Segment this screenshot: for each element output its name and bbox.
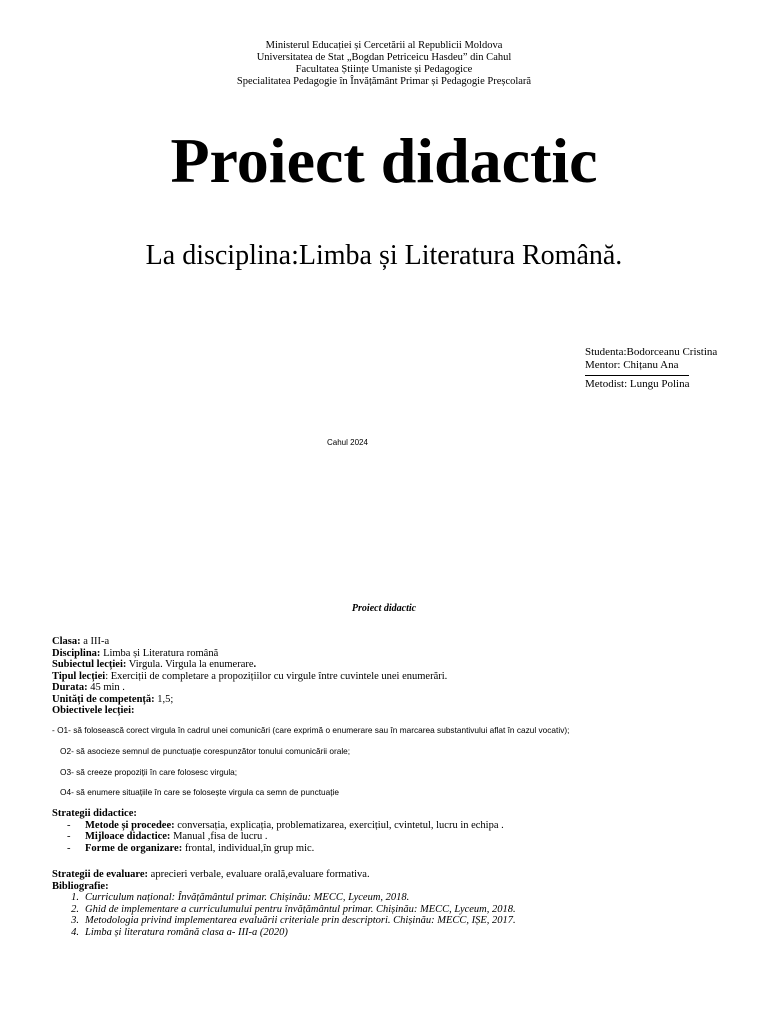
city-year: Cahul 2024 bbox=[327, 438, 368, 447]
strategy-item: - Metode și procedee: conversația, explicația, problematizarea, exercițiul, cvintetul, lucru in echipa . bbox=[67, 819, 504, 831]
bibliography-number: 3. bbox=[71, 915, 79, 926]
signature-line bbox=[585, 375, 689, 376]
bibliography-number: 1. bbox=[71, 892, 79, 903]
strategy-value: Manual ,fisa de lucru . bbox=[170, 831, 268, 842]
evaluare-value: aprecieri verbale, evaluare orală,evaluare formativa. bbox=[148, 869, 370, 880]
objective-2: O2- să asocieze semnul de punctuație corespunzător tonului comunicării orale; bbox=[60, 746, 351, 756]
project-details bbox=[52, 636, 752, 717]
bibliography-number: 4. bbox=[71, 926, 79, 938]
unitati-label: Unități de competență: bbox=[52, 693, 155, 705]
tipul-label: Tipul lecției bbox=[52, 670, 106, 682]
tipul-value: : Exerciții de completare a propozițiilor cu virgule între cuvintele unei enumerări. bbox=[105, 670, 448, 682]
header-specialty: Specialitatea Pedagogie în Învățământ Primar și Pedagogie Preșcolară bbox=[236, 76, 532, 87]
objective-3: O3- să creeze propoziții în care folosesc virgula; bbox=[60, 767, 238, 777]
tipul-row bbox=[52, 671, 752, 683]
subiect-value: Virgula. Virgula la enumerare bbox=[126, 659, 254, 670]
obiective-row bbox=[52, 705, 752, 717]
author-block bbox=[585, 346, 717, 391]
header-ministry: Ministerul Educației și Cercetării al Republicii Moldova bbox=[265, 40, 503, 51]
bibliography-text: Curriculum național: Învățământul primar. Chișinău: MECC, Lyceum, 2018. bbox=[85, 892, 410, 903]
header-university: Universitatea de Stat „Bogdan Petriceicu Hasdeu” din Cahul bbox=[256, 52, 512, 63]
strategies-block bbox=[52, 808, 752, 854]
institution-header bbox=[0, 40, 768, 88]
cover-subtitle: La disciplina:Limba și Literatura Română. bbox=[145, 240, 623, 271]
bibliography-text: Metodologia privind implementarea evaluării criteriale prin descriptori. Chișinău: MECC, IȘE, 2017. bbox=[85, 915, 516, 926]
clasa-label: Clasa: bbox=[52, 636, 81, 647]
obiective-label: Obiectivele lecției: bbox=[52, 705, 135, 716]
mentor-name: Mentor: Chițanu Ana bbox=[585, 359, 679, 371]
metodist-name: Metodist: Lungu Polina bbox=[585, 378, 690, 390]
strategy-label: Metode și procedee: bbox=[85, 819, 175, 831]
bibliography-item bbox=[52, 927, 752, 939]
subiect-label: Subiectul lecției: bbox=[52, 659, 127, 670]
evaluare-row bbox=[52, 869, 752, 881]
disciplina-label: Disciplina: bbox=[52, 647, 101, 659]
durata-value: 45 min . bbox=[87, 682, 125, 693]
subiect-row bbox=[52, 659, 752, 671]
objective-4: O4- să enumere situațiile în care se folosește virgula ca semn de punctuație bbox=[60, 787, 340, 797]
subiect-end: . bbox=[253, 659, 257, 670]
objective-1: - O1- să folosească corect virgula în cadrul unei comunicări (care exprimă o enumerare sau în marcarea substantivului aflat în cazul vocativ); bbox=[52, 725, 570, 735]
bibliografie-row bbox=[52, 881, 752, 893]
evaluation-bibliography-block bbox=[52, 869, 752, 938]
disciplina-value: Limba și Literatura română bbox=[100, 647, 219, 659]
bibliografie-label: Bibliografie: bbox=[52, 880, 109, 892]
strategy-value: conversația, explicația, problematizarea, exercițiul, cvintetul, lucru in echipa . bbox=[174, 819, 504, 831]
evaluare-label: Strategii de evaluare: bbox=[52, 869, 149, 880]
strategii-label: Strategii didactice: bbox=[52, 808, 137, 819]
durata-row bbox=[52, 682, 752, 694]
bibliography-item bbox=[52, 892, 752, 904]
cover-title: Proiect didactic bbox=[170, 125, 598, 196]
project-title: Proiect didactic bbox=[351, 603, 417, 614]
unitati-row bbox=[52, 694, 752, 706]
strategy-label: Mijloace didactice: bbox=[85, 831, 171, 842]
bibliography-item bbox=[52, 915, 752, 927]
strategy-value: frontal, individual,în grup mic. bbox=[182, 842, 315, 854]
bibliography-text: Ghid de implementare a curriculumului pentru învățământul primar. Chișinău: MECC, Lyceum, 2018. bbox=[85, 903, 516, 915]
strategii-row bbox=[52, 808, 752, 820]
bibliography-number: 2. bbox=[71, 903, 79, 915]
clasa-row bbox=[52, 636, 752, 648]
bibliography-text: Limba și literatura română clasa a- III-a (2020) bbox=[85, 926, 288, 938]
strategy-item: - Mijloace didactice: Manual ,fisa de lucru . bbox=[67, 831, 268, 842]
durata-label: Durata: bbox=[52, 682, 88, 693]
disciplina-row bbox=[52, 648, 752, 660]
clasa-value: a III-a bbox=[80, 636, 110, 647]
strategy-label: Forme de organizare: bbox=[85, 842, 183, 854]
strategy-item: - Forme de organizare: frontal, individual,în grup mic. bbox=[67, 842, 315, 854]
bibliography-item bbox=[52, 904, 752, 916]
student-name: Studenta:Bodorceanu Cristina bbox=[585, 346, 718, 358]
unitati-value: 1,5; bbox=[154, 693, 174, 705]
header-faculty: Facultatea Științe Umaniste și Pedagogice bbox=[295, 64, 473, 75]
